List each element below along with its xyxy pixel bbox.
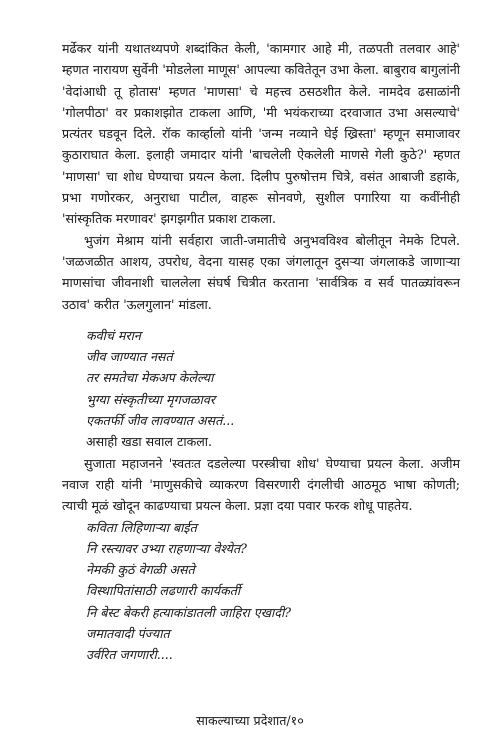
poem-line: एकतर्फी जीव लावण्यात असतं... xyxy=(86,413,235,429)
poem-line: तर समतेचा मेकअप केलेल्या xyxy=(86,370,214,386)
poem-line: विस्थापितांसाठी लढणारी कार्यकर्ती xyxy=(86,583,241,599)
poem-line: उर्वरित जगणारी.... xyxy=(86,647,173,663)
poem-excerpt-2 xyxy=(62,517,460,666)
line-after-poem: असाही खडा सवाल टाकला. xyxy=(86,434,213,450)
page-footer: साकल्याच्या प्रदेशात/१० xyxy=(196,713,304,728)
paragraph-1: मर्ढेकर यांनी यथातथ्यपणे शब्दांकित केली, 'कामगार आहे मी, तळपती तलवार आहे' म्हणत नारायण सुर्वेनी 'मोडलेला माणूस' आपल्या कवितेतून उभा केला. बाबुराव बागुलांनी 'वेदांआधी तू होतास' म्हणत 'माणसा' चे महत्त्व ठसठशीत केले. नामदेव ढसाळांनी 'गोलपीठा' वर प्रकाशझोत टाकला आणि, 'मी भयंकराच्या दरवाजात उभा असल्याचे' प्रत्यंतर घडवून दिले. रॉक कार्व्हालो यांनी 'जन्म नव्याने घेई ख्रिस्ता' म्हणून समाजावर कुठाराघात केला. इलाही जमादार यांनी 'बाचलेली ऐकलेली माणसे गेली कुठे?' म्हणत 'माणसा' चा शोध घेण्याचा प्रयत्न केला. दिलीप पुरुषोत्तम चित्रे, वसंत आबाजी डहाके, प्रभा गणोरकर, अनुराधा पाटील, वाहरू सोनवणे, सुशील पगारिया या कवींनीही 'सांस्कृतिक मरणावर' झगझगीत प्रकाश टाकला. xyxy=(62,41,460,227)
paragraph-2: भुजंग मेश्राम यांनी सर्वहारा जाती-जमातीचे अनुभवविश्व बोलीतून नेमके टिपले. 'जळजळीत आशय, उपरोध, वेदना यासह एका जंगलातून दुसऱ्या जंगलाकडे जाणाऱ्या माणसांचा जीवनाशी चाललेला संघर्ष चित्रीत करताना 'सार्वत्रिक व सर्व पातळ्यांवरून उठाव' करीत 'ऊलगुलान' मांडला. xyxy=(62,232,460,312)
poem-line: नि रस्त्यावर उभ्या राहणाऱ्या वेश्येत? xyxy=(86,540,247,556)
poem-line: जीव जाण्यात नसतं xyxy=(86,349,173,365)
poem-line: नि बेस्ट बेकरी हत्याकांडातली जाहिरा एखादी? xyxy=(86,604,291,620)
poem-line: कविता लिहिणाऱ्या बाईत xyxy=(86,519,197,535)
poem-line: जमातवादी पंज्यात xyxy=(86,626,170,642)
poem-line: नेमकी कुठं वेगळी असते xyxy=(86,562,195,578)
poem-line: कवीचं मरान xyxy=(86,327,141,343)
paragraph-3: सुजाता महाजनने 'स्वतःत दडलेल्या परस्त्रीचा शोध' घेण्याचा प्रयत्न केला. अजीम नवाज राही यांनी 'माणुसकीचे व्याकरण विसरणारी दंगलीची आठमूठ भाषा कोणती; त्याची मूळं खोदून काढण्याचा प्रयत्न केला. प्रज्ञा दया पवार फरक शोधू पाहतेय. xyxy=(62,455,460,514)
poem-excerpt-1 xyxy=(62,325,460,431)
poem-line: भुग्या संस्कृतीच्या मृगजळावर xyxy=(86,391,215,407)
